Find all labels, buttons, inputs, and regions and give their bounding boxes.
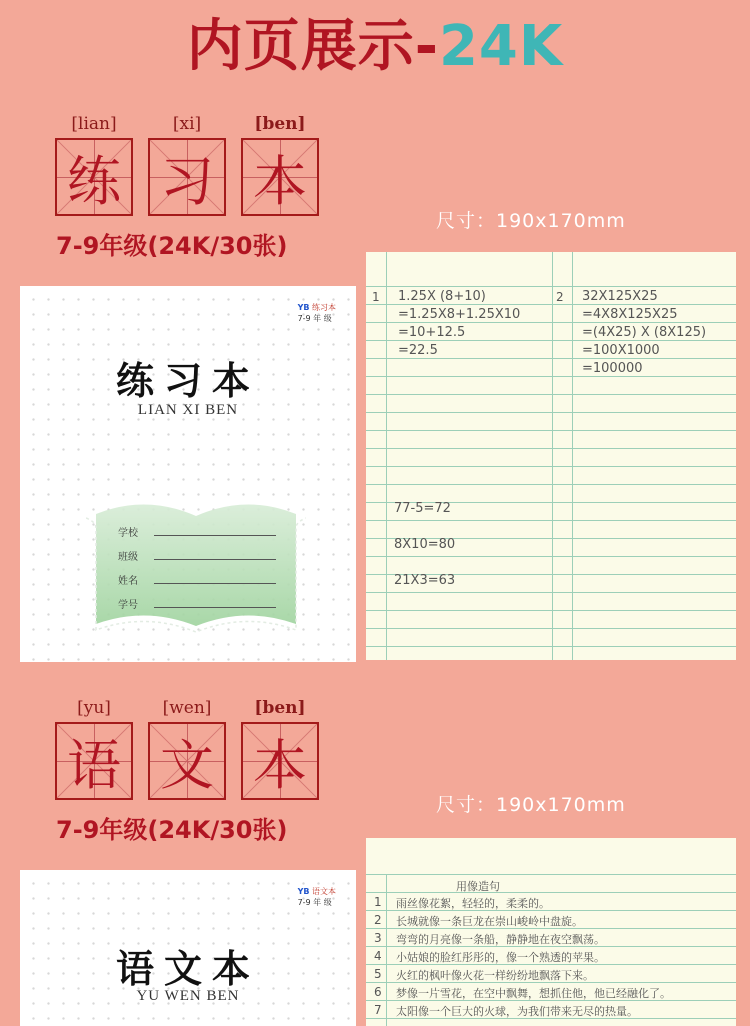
page-title-main: 内页展示- xyxy=(186,14,439,79)
sentence-text: 火红的枫叶像火花一样纷纷地飘落下来。 xyxy=(396,969,594,982)
page-heading: 用像造句 xyxy=(456,880,500,893)
field-student-id: 学号 xyxy=(118,596,138,611)
sentence-number: 3 xyxy=(374,931,382,945)
cover-brand xyxy=(298,886,336,908)
sentence-number: 4 xyxy=(374,949,382,963)
char-box-3 xyxy=(241,722,319,800)
brand-name: 语文本 xyxy=(312,887,336,896)
cover-subtitle: LIAN XI BEN xyxy=(137,402,239,418)
open-book-illustration xyxy=(86,494,306,634)
chinese-page-sample xyxy=(366,838,736,1026)
sentence-text: 梦像一片雪花，在空中飘舞，想抓住他，他已经融化了。 xyxy=(396,987,671,1000)
char-box-2 xyxy=(148,722,226,800)
size-label: 尺寸：190x170mm xyxy=(436,794,626,816)
pinyin-1: [yu] xyxy=(77,698,111,718)
brand-logo: YB xyxy=(297,303,310,312)
pinyin-3: [ben] xyxy=(254,698,306,718)
sentence-number: 5 xyxy=(374,967,382,981)
pinyin-1: [lian] xyxy=(71,114,117,134)
math-line: 8X10=80 xyxy=(394,537,456,552)
sentence-number: 1 xyxy=(374,895,382,909)
problem-number-2: 2 xyxy=(556,290,564,304)
section-chinese-book xyxy=(0,698,750,1026)
math-line: =100X1000 xyxy=(582,343,660,358)
page-title-suffix: 24K xyxy=(438,14,564,79)
math-line: 77-5=72 xyxy=(394,501,451,516)
practice-page-sample xyxy=(366,252,736,660)
grade-label: 7-9年级(24K/30张) xyxy=(56,816,288,844)
grade-label: 7-9年级(24K/30张) xyxy=(56,232,288,260)
char-2: 习 xyxy=(160,149,214,213)
field-class: 班级 xyxy=(118,548,138,563)
cover-brand xyxy=(298,302,336,324)
section-practice-book xyxy=(0,114,750,674)
char-box-3 xyxy=(241,138,319,216)
cover-title: 语文本 xyxy=(115,946,260,991)
sentence-text: 太阳像一个巨大的火球，为我们带来无尽的热量。 xyxy=(396,1005,638,1018)
char-3: 本 xyxy=(253,733,307,797)
sentence-number: 2 xyxy=(374,913,382,927)
char-3: 本 xyxy=(253,149,307,213)
sentence-text: 小姑娘的脸红彤彤的，像一个熟透的苹果。 xyxy=(396,951,605,964)
size-label: 尺寸：190x170mm xyxy=(436,210,626,232)
pinyin-2: [xi] xyxy=(172,114,202,134)
char-2: 文 xyxy=(160,733,214,797)
math-line: =1.25X8+1.25X10 xyxy=(398,307,521,322)
math-line: 32X125X25 xyxy=(582,289,658,304)
sentence-text: 弯弯的月亮像一条船，静静地在夜空飘荡。 xyxy=(396,933,605,946)
char-1: 练 xyxy=(67,149,121,213)
sentence-number: 7 xyxy=(374,1003,382,1017)
sentence-number: 6 xyxy=(374,985,382,999)
cover-image xyxy=(20,870,356,1026)
char-box-2 xyxy=(148,138,226,216)
brand-grade: 7-9 年 级 xyxy=(297,314,332,323)
cover-title: 练习本 xyxy=(115,358,260,403)
math-line: =(4X25) X (8X125) xyxy=(582,325,707,340)
problem-number-1: 1 xyxy=(372,290,380,304)
page-title xyxy=(0,2,750,82)
sentence-text: 长城就像一条巨龙在崇山峻岭中盘旋。 xyxy=(396,915,583,928)
math-line: 21X3=63 xyxy=(394,573,456,588)
brand-grade: 7-9 年 级 xyxy=(297,898,332,907)
math-line: =100000 xyxy=(582,361,643,376)
math-line: =4X8X125X25 xyxy=(582,307,678,322)
brand-name: 练习本 xyxy=(312,303,336,312)
field-school: 学校 xyxy=(118,524,138,539)
math-line: =10+12.5 xyxy=(398,325,466,340)
pinyin-3: [ben] xyxy=(254,114,306,134)
cover-image xyxy=(20,286,356,662)
char-1: 语 xyxy=(67,733,121,797)
pinyin-2: [wen] xyxy=(162,698,212,718)
sentence-text: 雨丝像花絮，轻轻的，柔柔的。 xyxy=(396,897,550,910)
math-line: 1.25X (8+10) xyxy=(398,289,486,304)
char-box-1 xyxy=(55,138,133,216)
cover-subtitle: YU WEN BEN xyxy=(136,988,240,1004)
char-box-1 xyxy=(55,722,133,800)
field-name: 姓名 xyxy=(118,572,138,587)
brand-logo: YB xyxy=(297,887,310,896)
math-line: =22.5 xyxy=(398,343,438,358)
